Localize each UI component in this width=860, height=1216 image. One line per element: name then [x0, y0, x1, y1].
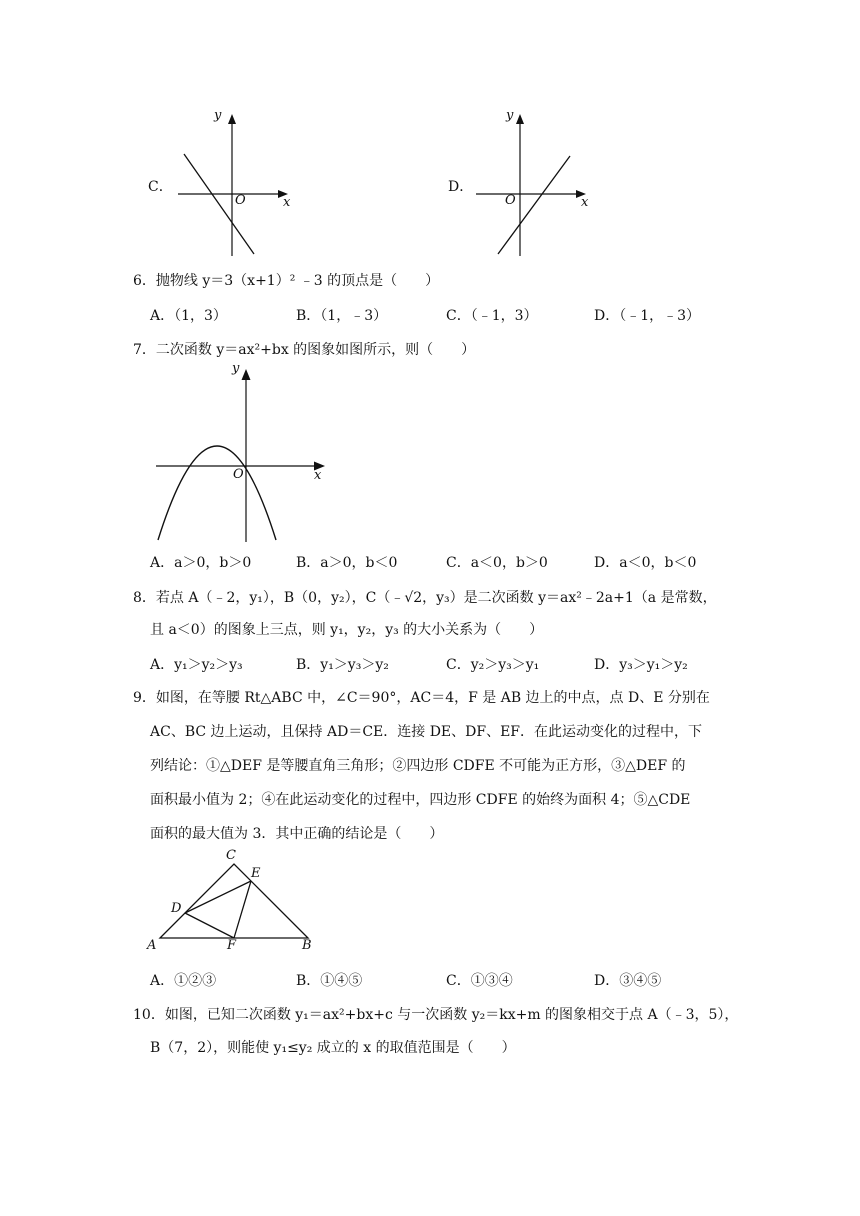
- q9-label-f: F: [227, 938, 237, 953]
- q5c-origin-label: O: [235, 193, 246, 208]
- q7-option-d: D．a＜0，b＜0: [594, 555, 697, 571]
- q10-stem-line1: 10．如图，已知二次函数 y₁＝ax²+bx+c 与一次函数 y₂＝kx+m 的图象相交于点 A（﹣3，5），: [133, 1007, 739, 1023]
- q9-label-d: D: [171, 901, 182, 916]
- q6-stem: 6．抛物线 y＝3（x+1）² ﹣3 的顶点是（ ）: [133, 273, 440, 289]
- q8-stem-line1: 8．若点 A（﹣2，y₁），B（0，y₂），C（﹣√2，y₃）是二次函数 y＝ax²﹣2a+1（a 是常数，: [133, 590, 717, 606]
- q5-option-d-graph: [472, 108, 592, 258]
- q7-stem: 7．二次函数 y＝ax²+bx 的图象如图所示，则（ ）: [133, 342, 476, 358]
- q9-label-c: C: [226, 848, 236, 863]
- q6-option-d: D．（﹣1，﹣3）: [594, 308, 701, 324]
- q8-option-d: D．y₃＞y₁＞y₂: [594, 657, 688, 673]
- q9-option-d: D．③④⑤: [594, 973, 662, 989]
- q9-stem-line5: 面积的最大值为 3．其中正确的结论是（ ）: [150, 826, 444, 842]
- q5c-x-label: x: [283, 195, 291, 210]
- q5d-x-label: x: [581, 195, 589, 210]
- q9-stem-line3: 列结论：①△DEF 是等腰直角三角形；②四边形 CDFE 不可能为正方形，③△DEF 的: [150, 758, 686, 774]
- q8-option-c: C．y₂＞y₃＞y₁: [446, 657, 540, 673]
- q9-stem-line4: 面积最小值为 2；④在此运动变化的过程中，四边形 CDFE 的始终为面积 4；⑤△CDE: [150, 792, 691, 808]
- q5c-y-label: y: [214, 108, 222, 123]
- q9-label-b: B: [302, 938, 312, 953]
- q5-option-d-label: D．: [448, 179, 474, 195]
- q7-y-label: y: [232, 361, 240, 376]
- q7-parabola-graph: [150, 362, 330, 544]
- q9-label-e: E: [251, 866, 261, 881]
- q9-option-c: C．①③④: [446, 973, 513, 989]
- q9-option-b: B．①④⑤: [296, 973, 363, 989]
- q10-stem-line2: B（7，2），则能使 y₁≤y₂ 成立的 x 的取值范围是（ ）: [150, 1040, 516, 1056]
- q7-option-b: B．a＞0，b＜0: [296, 555, 398, 571]
- q8-option-b: B．y₁＞y₃＞y₂: [296, 657, 389, 673]
- q5d-y-label: y: [506, 108, 514, 123]
- q5-option-c-graph: [172, 108, 292, 258]
- q8-option-a: A．y₁＞y₂＞y₃: [150, 657, 243, 673]
- q5d-origin-label: O: [505, 193, 516, 208]
- q6-option-c: C．（﹣1，3）: [446, 308, 538, 324]
- q7-x-label: x: [314, 468, 322, 483]
- q6-option-b: B．（1，﹣3）: [296, 308, 388, 324]
- q6-option-a: A．（1，3）: [150, 308, 227, 324]
- q9-stem-line1: 9．如图，在等腰 Rt△ABC 中，∠C＝90°，AC＝4，F 是 AB 边上的中点，点 D、E 分别在: [133, 690, 710, 706]
- q5-option-c-label: C．: [148, 179, 173, 195]
- q7-option-c: C．a＜0，b＞0: [446, 555, 548, 571]
- q8-stem-line2: 且 a＜0）的图象上三点，则 y₁，y₂，y₃ 的大小关系为（ ）: [150, 622, 544, 638]
- q7-option-a: A．a＞0，b＞0: [150, 555, 252, 571]
- q7-origin-label: O: [233, 467, 244, 482]
- q9-option-a: A．①②③: [150, 973, 217, 989]
- q9-label-a: A: [147, 938, 157, 953]
- q9-stem-line2: AC、BC 边上运动，且保持 AD＝CE．连接 DE、DF、EF．在此运动变化的过程中，下: [150, 724, 703, 740]
